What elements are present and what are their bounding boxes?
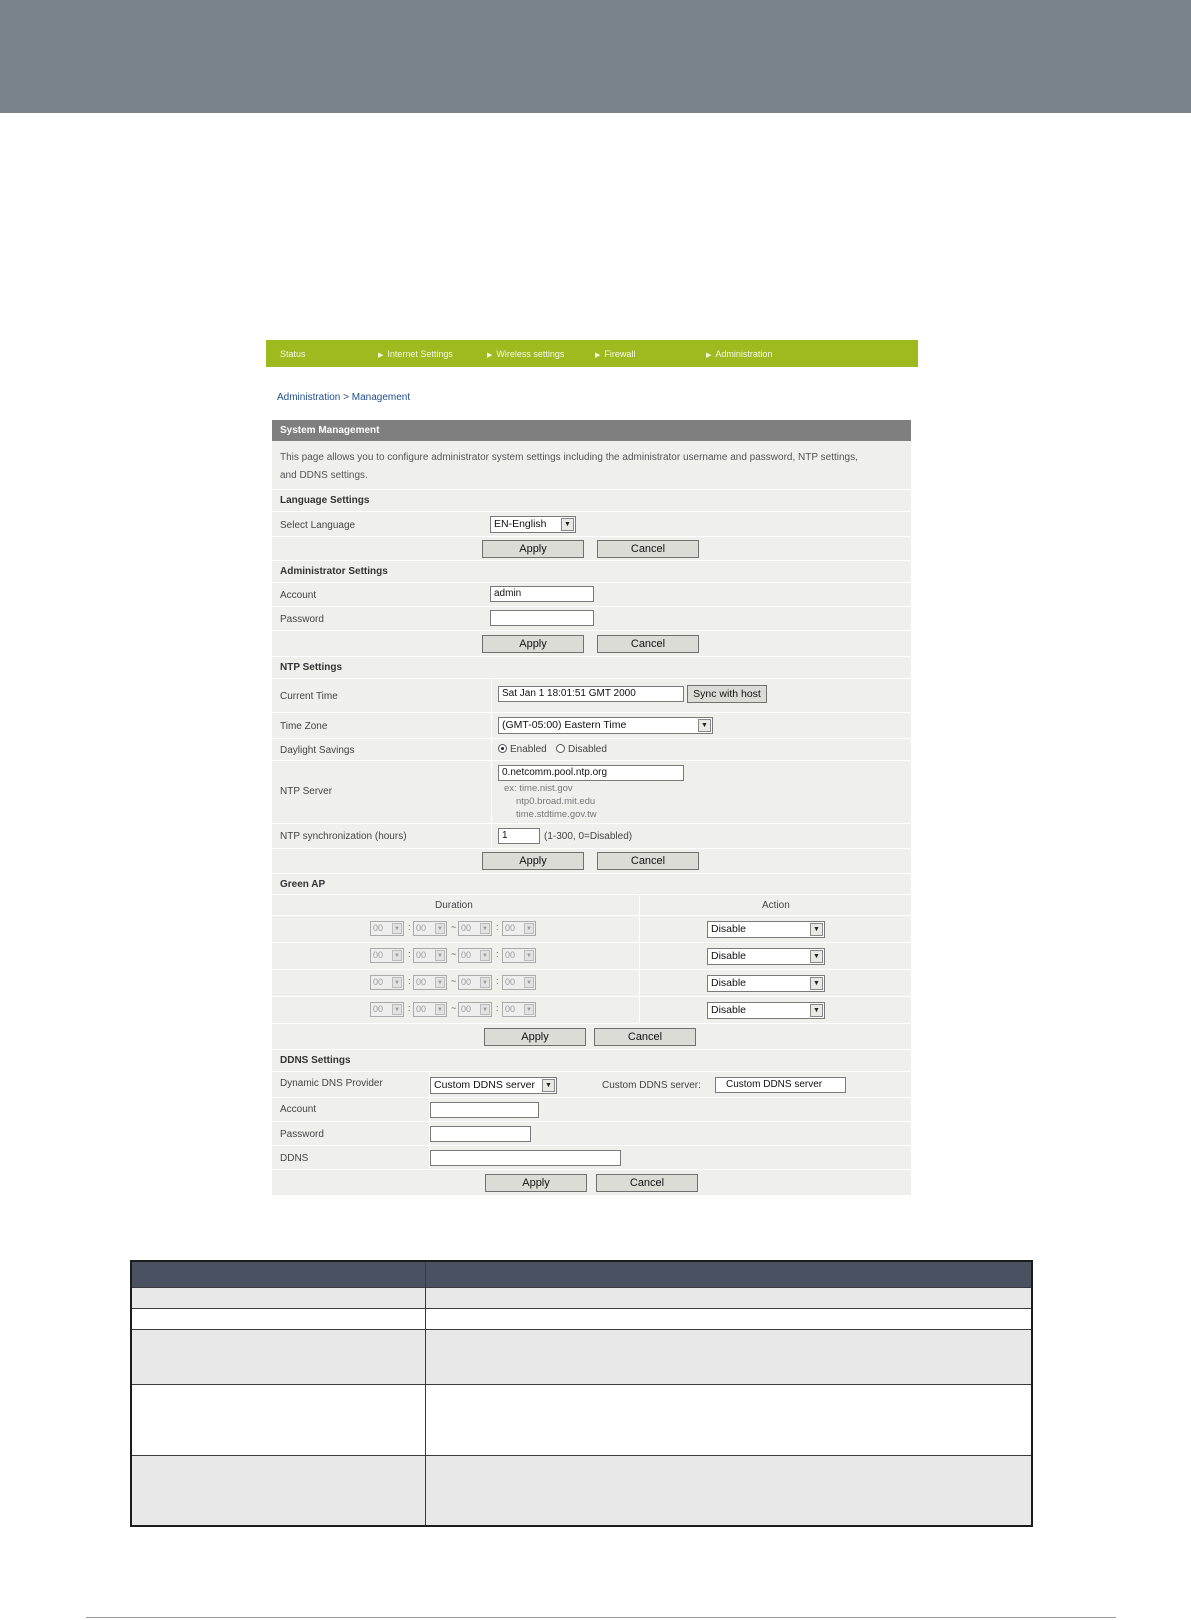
ntp-sync-row: [272, 824, 911, 849]
ntp-hint-1: ex: time.nist.gov: [504, 783, 573, 794]
green-ap-buttons-row: [272, 1024, 911, 1050]
daylight-savings-label: Daylight Savings: [280, 745, 355, 756]
language-buttons-row: [272, 537, 911, 561]
start-minute-select[interactable]: [413, 1002, 447, 1017]
chevron-down-icon: ▼: [392, 1004, 402, 1015]
column-divider: [491, 761, 492, 823]
green-ap-row: [272, 916, 911, 943]
ntp-hint-2: ntp0.broad.mit.edu: [516, 796, 596, 807]
chevron-down-icon: ▼: [480, 923, 490, 934]
table-row: [131, 1308, 1032, 1329]
end-minute-value: 00: [505, 977, 516, 987]
time-colon: :: [496, 1003, 499, 1013]
admin-account-label: Account: [280, 590, 317, 601]
ddns-section-row: [272, 1050, 911, 1072]
breadcrumb: [277, 392, 410, 403]
ddns-account-label: Account: [280, 1104, 317, 1115]
ddns-apply-button[interactable]: Apply: [485, 1174, 587, 1192]
end-minute-select[interactable]: [502, 975, 536, 990]
breadcrumb-management[interactable]: Management: [351, 392, 411, 403]
chevron-down-icon: ▼: [524, 923, 534, 934]
green-ap-apply-button[interactable]: Apply: [484, 1028, 586, 1046]
column-divider: [639, 916, 640, 942]
admin-apply-button[interactable]: Apply: [482, 635, 584, 653]
start-hour-select[interactable]: [370, 975, 404, 990]
dst-disabled-option[interactable]: [556, 744, 607, 755]
green-ap-action-select[interactable]: [707, 948, 825, 965]
ddns-provider-value: Custom DDNS server: [434, 1079, 535, 1091]
chevron-down-icon: ▼: [810, 1004, 823, 1017]
action-value: Disable: [711, 950, 747, 962]
end-minute-value: 00: [505, 923, 516, 933]
table-cell: [131, 1287, 425, 1308]
nav-arrow-icon: ▶: [595, 352, 601, 359]
table-cell: [425, 1287, 1032, 1308]
chevron-down-icon: ▼: [524, 1004, 534, 1015]
chevron-down-icon: ▼: [392, 977, 402, 988]
green-ap-action-select[interactable]: [707, 1002, 825, 1019]
start-minute-select[interactable]: [413, 921, 447, 936]
current-time-label: Current Time: [280, 691, 338, 702]
router-screenshot: [266, 340, 918, 1189]
ntp-section-row: [272, 657, 911, 679]
footer-divider: [86, 1617, 1116, 1618]
system-management-panel: [272, 420, 911, 1196]
range-tilde: ~: [451, 1003, 457, 1013]
start-hour-value: 00: [373, 950, 384, 960]
table-row: [131, 1384, 1032, 1455]
table-cell: [425, 1329, 1032, 1384]
chevron-down-icon: ▼: [435, 950, 445, 961]
ddns-password-row: [272, 1122, 911, 1146]
start-hour-value: 00: [373, 977, 384, 987]
table-cell: [131, 1329, 425, 1384]
chevron-down-icon: ▼: [542, 1079, 555, 1092]
timezone-label: Time Zone: [280, 721, 328, 732]
ntp-heading: NTP Settings: [280, 662, 343, 673]
table-cell: [131, 1308, 425, 1329]
chevron-down-icon: ▼: [392, 923, 402, 934]
end-hour-select[interactable]: [458, 1002, 492, 1017]
duration-column-header: Duration: [435, 900, 473, 911]
start-minute-select[interactable]: [413, 975, 447, 990]
admin-cancel-button[interactable]: Cancel: [597, 635, 699, 653]
ntp-server-label: NTP Server: [280, 786, 333, 797]
ddns-provider-label: Dynamic DNS Provider: [280, 1078, 383, 1089]
nav-internet-settings[interactable]: [378, 349, 453, 359]
end-minute-value: 00: [505, 1004, 516, 1014]
chevron-down-icon: ▼: [480, 1004, 490, 1015]
radio-unselected-icon: [556, 744, 565, 753]
time-colon: :: [496, 922, 499, 932]
top-nav-bar: [266, 340, 918, 367]
nav-administration[interactable]: [706, 349, 772, 359]
admin-account-input[interactable]: admin: [490, 586, 594, 602]
end-hour-value: 00: [461, 977, 472, 987]
time-colon: :: [496, 976, 499, 986]
ddns-domain-row: [272, 1146, 911, 1170]
end-minute-value: 00: [505, 950, 516, 960]
language-cancel-button[interactable]: Cancel: [597, 540, 699, 558]
admin-password-row: [272, 607, 911, 631]
table-row: [131, 1455, 1032, 1526]
green-ap-row: [272, 997, 911, 1024]
language-select-row: [272, 512, 911, 537]
chevron-down-icon: ▼: [435, 1004, 445, 1015]
time-colon: :: [408, 922, 411, 932]
end-hour-value: 00: [461, 1004, 472, 1014]
chevron-down-icon: ▼: [810, 950, 823, 963]
end-minute-select[interactable]: [502, 1002, 536, 1017]
admin-section-row: [272, 561, 911, 583]
table-cell: [425, 1455, 1032, 1526]
column-divider: [491, 713, 492, 738]
description-row: [272, 441, 911, 490]
chevron-down-icon: ▼: [435, 923, 445, 934]
nav-internet-label: Internet Settings: [387, 349, 453, 359]
description-line-1: This page allows you to configure administrator system settings including the administrator username and password, NTP settings,: [280, 452, 858, 463]
start-minute-value: 00: [416, 977, 427, 987]
green-ap-heading: Green AP: [280, 879, 326, 890]
green-ap-action-select[interactable]: [707, 921, 825, 938]
ddns-provider-select[interactable]: [430, 1077, 557, 1094]
start-hour-select[interactable]: [370, 948, 404, 963]
end-hour-select[interactable]: [458, 948, 492, 963]
table-row: [131, 1287, 1032, 1308]
green-ap-header-row: [272, 895, 911, 916]
ddns-provider-row: [272, 1072, 911, 1098]
panel-title: System Management: [272, 420, 911, 441]
range-tilde: ~: [451, 949, 457, 959]
table-cell: [425, 1308, 1032, 1329]
ddns-account-row: [272, 1098, 911, 1122]
range-tilde: ~: [451, 976, 457, 986]
end-minute-select[interactable]: [502, 948, 536, 963]
nav-firewall-label: Firewall: [604, 349, 636, 359]
chevron-down-icon: ▼: [810, 923, 823, 936]
chevron-down-icon: ▼: [698, 719, 711, 732]
ddns-buttons-row: [272, 1170, 911, 1196]
language-select[interactable]: [490, 516, 576, 533]
admin-account-row: [272, 583, 911, 607]
panel-description: [280, 449, 858, 485]
ntp-sync-label: NTP synchronization (hours): [280, 831, 407, 842]
start-hour-value: 00: [373, 923, 384, 933]
nav-arrow-icon: ▶: [487, 352, 493, 359]
ntp-server-row: [272, 761, 911, 824]
nav-firewall[interactable]: [595, 349, 635, 359]
ntp-sync-input[interactable]: 1: [498, 828, 540, 844]
start-hour-select[interactable]: [370, 1002, 404, 1017]
green-ap-row: [272, 943, 911, 970]
ddns-heading: DDNS Settings: [280, 1055, 351, 1066]
current-time-field[interactable]: Sat Jan 1 18:01:51 GMT 2000: [498, 686, 684, 702]
green-ap-action-select[interactable]: [707, 975, 825, 992]
action-value: Disable: [711, 977, 747, 989]
admin-password-label: Password: [280, 614, 324, 625]
column-divider: [639, 943, 640, 969]
table-cell: [425, 1384, 1032, 1455]
nav-status-label: Status: [280, 349, 306, 359]
end-minute-select[interactable]: [502, 921, 536, 936]
ntp-hint-3: time.stdtime.gov.tw: [516, 809, 597, 820]
select-language-label: Select Language: [280, 520, 356, 531]
nav-status[interactable]: [280, 349, 306, 359]
nav-wireless-settings[interactable]: [487, 349, 564, 359]
start-minute-value: 00: [416, 923, 427, 933]
ddns-password-label: Password: [280, 1129, 324, 1140]
column-divider: [491, 739, 492, 760]
description-line-2: and DDNS settings.: [280, 470, 368, 481]
ntp-buttons-row: [272, 849, 911, 874]
breadcrumb-administration[interactable]: Administration: [277, 392, 341, 403]
time-colon: :: [408, 976, 411, 986]
ntp-timezone-row: [272, 713, 911, 739]
end-hour-value: 00: [461, 950, 472, 960]
ntp-apply-button[interactable]: Apply: [482, 852, 584, 870]
ddns-password-input[interactable]: [430, 1126, 531, 1142]
ddns-account-input[interactable]: [430, 1102, 539, 1118]
column-divider: [639, 970, 640, 996]
ntp-daylight-row: [272, 739, 911, 761]
ddns-cancel-button[interactable]: Cancel: [596, 1174, 698, 1192]
nav-arrow-icon: ▶: [706, 352, 712, 359]
table-cell: [131, 1384, 425, 1455]
chevron-down-icon: ▼: [435, 977, 445, 988]
action-column-header: Action: [762, 900, 790, 911]
chevron-down-icon: ▼: [480, 950, 490, 961]
ntp-current-time-row: [272, 679, 911, 713]
chevron-down-icon: ▼: [524, 977, 534, 988]
custom-ddns-label: Custom DDNS server:: [602, 1080, 701, 1091]
timezone-select-value: (GMT-05:00) Eastern Time: [502, 719, 627, 731]
table-row: [131, 1329, 1032, 1384]
action-value: Disable: [711, 923, 747, 935]
start-hour-value: 00: [373, 1004, 384, 1014]
settings-description-table: [130, 1260, 1033, 1527]
ntp-server-examples: [504, 782, 597, 821]
dst-disabled-label: Disabled: [568, 744, 607, 755]
ntp-cancel-button[interactable]: Cancel: [597, 852, 699, 870]
chevron-down-icon: ▼: [810, 977, 823, 990]
dst-enabled-label: Enabled: [510, 744, 547, 755]
table-cell: [131, 1455, 425, 1526]
ntp-sync-range: (1-300, 0=Disabled): [544, 831, 633, 842]
breadcrumb-separator: >: [343, 392, 349, 403]
nav-wireless-label: Wireless settings: [496, 349, 565, 359]
column-divider: [491, 824, 492, 848]
start-minute-value: 00: [416, 950, 427, 960]
column-divider: [639, 997, 640, 1023]
chevron-down-icon: ▼: [524, 950, 534, 961]
green-ap-cancel-button[interactable]: Cancel: [594, 1028, 696, 1046]
chevron-down-icon: ▼: [561, 518, 574, 531]
start-minute-value: 00: [416, 1004, 427, 1014]
ddns-domain-input[interactable]: [430, 1150, 621, 1166]
radio-selected-icon: [498, 744, 507, 753]
column-divider: [491, 679, 492, 712]
language-select-value: EN-English: [494, 518, 547, 530]
end-hour-value: 00: [461, 923, 472, 933]
language-heading: Language Settings: [280, 495, 370, 506]
table-header-cell: [425, 1261, 1032, 1287]
time-colon: :: [408, 1003, 411, 1013]
time-colon: :: [496, 949, 499, 959]
page-header-banner: [0, 0, 1191, 113]
language-section-row: [272, 490, 911, 512]
chevron-down-icon: ▼: [480, 977, 490, 988]
admin-password-input[interactable]: [490, 610, 594, 626]
end-hour-select[interactable]: [458, 975, 492, 990]
admin-buttons-row: [272, 631, 911, 657]
sync-with-host-button[interactable]: Sync with host: [687, 685, 767, 703]
language-apply-button[interactable]: Apply: [482, 540, 584, 558]
start-hour-select[interactable]: [370, 921, 404, 936]
table-header-row: [131, 1261, 1032, 1287]
ntp-server-input[interactable]: 0.netcomm.pool.ntp.org: [498, 765, 684, 781]
custom-ddns-input[interactable]: Custom DDNS server: [715, 1077, 846, 1093]
nav-arrow-icon: ▶: [378, 352, 384, 359]
range-tilde: ~: [451, 922, 457, 932]
dst-enabled-option[interactable]: [498, 744, 547, 755]
time-colon: :: [408, 949, 411, 959]
timezone-select[interactable]: [498, 717, 713, 734]
green-ap-row: [272, 970, 911, 997]
end-hour-select[interactable]: [458, 921, 492, 936]
nav-admin-label: Administration: [715, 349, 773, 359]
chevron-down-icon: ▼: [392, 950, 402, 961]
ddns-domain-label: DDNS: [280, 1153, 309, 1164]
green-ap-section-row: [272, 874, 911, 895]
start-minute-select[interactable]: [413, 948, 447, 963]
action-value: Disable: [711, 1004, 747, 1016]
admin-heading: Administrator Settings: [280, 566, 388, 577]
column-divider: [639, 895, 640, 915]
table-header-cell: [131, 1261, 425, 1287]
